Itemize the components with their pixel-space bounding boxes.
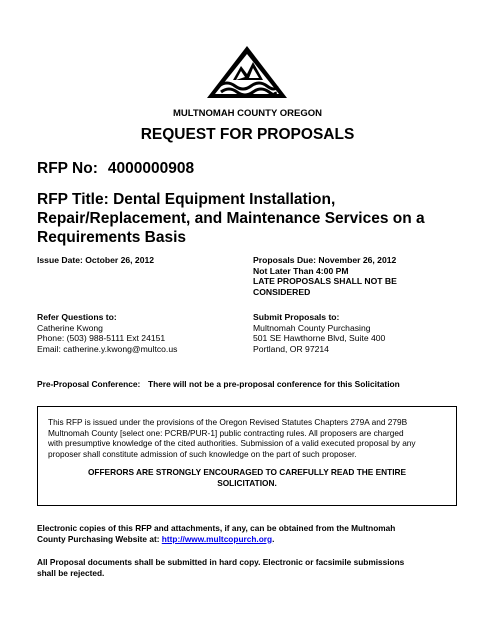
rfp-title-line: Repair/Replacement, and Maintenance Services on a <box>37 210 425 227</box>
contact-phone: Phone: (503) 988-5111 Ext 24151 <box>37 333 166 343</box>
multnomah-county-logo-icon <box>205 44 289 100</box>
notice-paragraph <box>48 417 446 459</box>
electronic-line: Electronic copies of this RFP and attachments, if any, can be obtained from the Multnomah <box>37 523 396 533</box>
contact-name: Catherine Kwong <box>37 322 103 333</box>
rfp-title-line: Requirements Basis <box>37 229 187 246</box>
due-line: Proposals Due: November 26, 2012 <box>253 255 397 265</box>
hardcopy-notice <box>37 557 467 578</box>
electronic-copies <box>37 523 467 544</box>
contact-email: Email: catherine.y.kwong@multco.us <box>37 343 178 354</box>
document-title: REQUEST FOR PROPOSALS <box>140 126 355 143</box>
notice-box <box>37 406 457 506</box>
proposals-due <box>253 255 473 297</box>
rfp-number-value: 4000000908 <box>107 160 195 177</box>
electronic-suffix: . <box>272 533 275 544</box>
preconference-label: Pre-Proposal Conference: <box>37 379 141 389</box>
notice-warning-line: OFFERORS ARE STRONGLY ENCOURAGED TO CAREFULLY READ THE ENTIRE <box>87 467 407 477</box>
preconference-value: There will not be a pre-proposal conference for this Solicitation <box>148 379 400 389</box>
submit-heading: Submit Proposals to: <box>253 312 340 322</box>
due-line: LATE PROPOSALS SHALL NOT BE <box>253 276 397 286</box>
notice-line: with presumptive knowledge of the cited authorities. Submission of a valid executed proposal by any <box>48 438 416 448</box>
rfp-number-label: RFP No: <box>37 160 98 177</box>
notice-line: Multnomah County [select one: PCRB/PUR-1] public contracting rules. All proposers are charged <box>48 427 404 438</box>
electronic-prefix: County Purchasing Website at: <box>37 533 162 544</box>
purchasing-website-link[interactable]: http://www.multcopurch.org <box>161 533 273 544</box>
notice-line: This RFP is issued under the provisions of the Oregon Revised Statutes Chapters 279A and 279B <box>48 417 408 427</box>
notice-warning-line: SOLICITATION. <box>217 477 277 488</box>
rfp-title <box>37 190 457 247</box>
notice-warning <box>48 467 446 488</box>
submit-proposals <box>253 312 385 354</box>
rfp-number <box>37 160 194 178</box>
submit-address-line: Multnomah County Purchasing <box>253 322 371 333</box>
hardcopy-line: shall be rejected. <box>37 567 105 578</box>
rfp-title-line: RFP Title: Dental Equipment Installation, <box>37 191 336 208</box>
due-line: Not Later Than 4:00 PM <box>253 265 349 276</box>
hardcopy-line: All Proposal documents shall be submitted in hard copy. Electronic or facsimile submissions <box>37 557 405 567</box>
county-name: MULTNOMAH COUNTY OREGON <box>172 108 322 119</box>
notice-line: proposer shall constitute admission of such knowledge on the part of such proposer. <box>48 448 357 459</box>
due-line: CONSIDERED <box>253 286 311 297</box>
submit-address-line: 501 SE Hawthorne Blvd, Suite 400 <box>253 333 386 343</box>
issue-date: Issue Date: October 26, 2012 <box>37 255 155 265</box>
submit-address-line: Portland, OR 97214 <box>253 343 329 354</box>
electronic-line <box>37 534 467 545</box>
refer-questions <box>37 312 177 354</box>
refer-heading: Refer Questions to: <box>37 312 117 322</box>
